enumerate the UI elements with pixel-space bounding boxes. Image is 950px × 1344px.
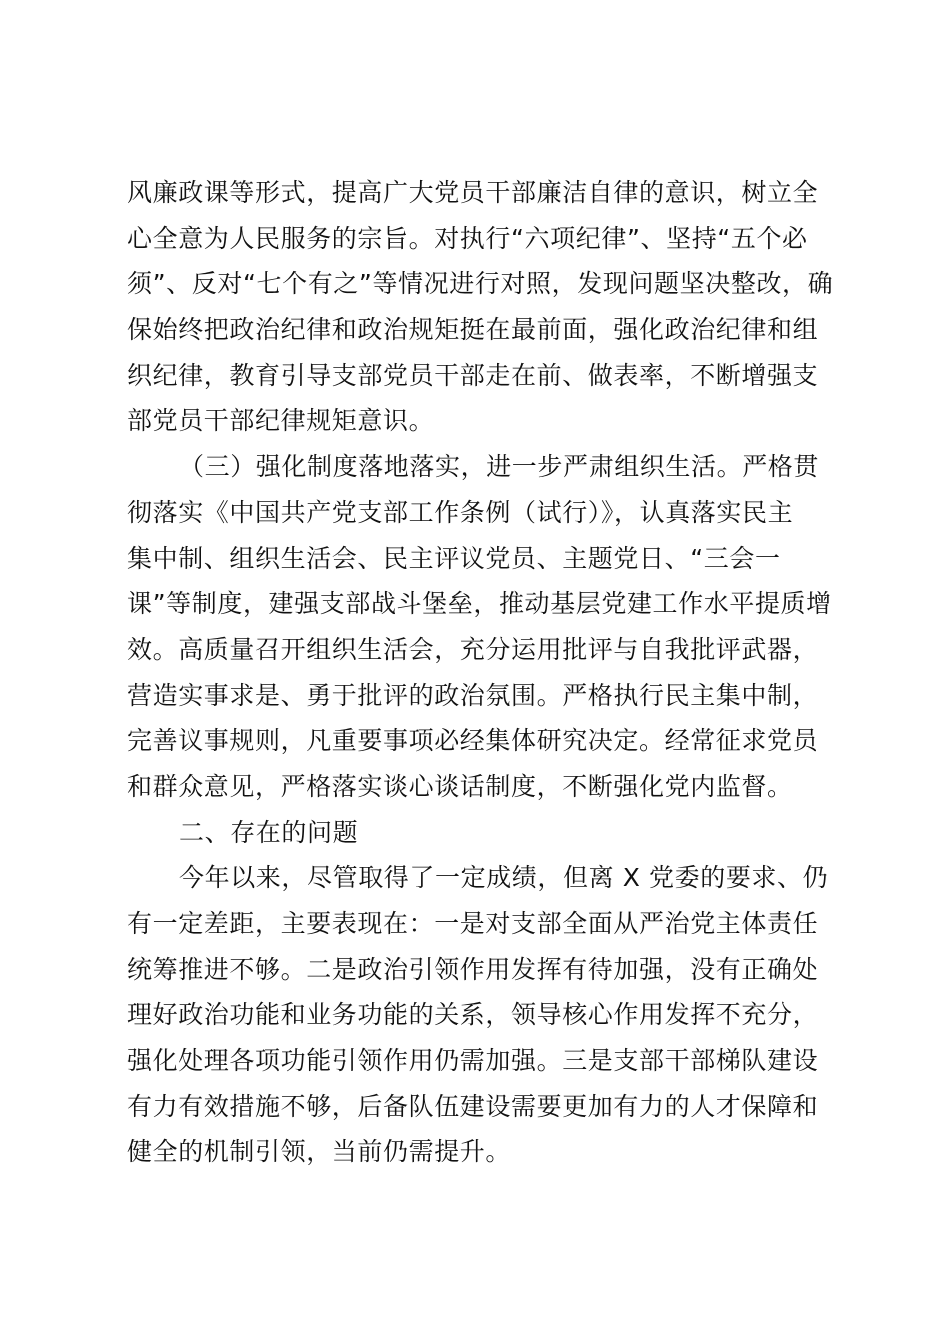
text-line: 和群众意见，严格落实谈心谈话制度，不断强化党内监督。 <box>127 771 793 801</box>
text-line: 课”等制度，建强支部战斗堡垒，推动基层党建工作水平提质增 <box>127 589 832 619</box>
text-line: 理好政治功能和业务功能的关系，领导核心作用发挥不充分， <box>127 1000 819 1030</box>
text-line: 有一定差距，主要表现在：一是对支部全面从严治党主体责任 <box>127 909 819 938</box>
section-heading-line: （三）强化制度落地落实，进一步严肃组织生活。严格贯 <box>179 452 820 482</box>
document-body <box>127 170 834 1175</box>
text-line: 须”、反对“七个有之”等情况进行对照，发现问题坚决整改，确 <box>127 269 834 299</box>
text-line: 统筹推进不够。二是政治引领作用发挥有待加强，没有正确处 <box>127 954 819 984</box>
text-line: 健全的机制引领，当前仍需提升。 <box>127 1137 512 1167</box>
text-line: 有力有效措施不够，后备队伍建设需要更加有力的人才保障和 <box>127 1091 819 1121</box>
text-line: 心全意为人民服务的宗旨。对执行“六项纪律”、坚持“五个必 <box>127 223 808 253</box>
paragraph-start-line: 今年以来，尽管取得了一定成绩，但离 X 党委的要求、仍 <box>179 863 829 893</box>
text-line: 保始终把政治纪律和政治规矩挺在最前面，强化政治纪律和组 <box>127 315 819 345</box>
text-line: 织纪律，教育引导支部党员干部走在前、做表率，不断增强支 <box>127 360 819 390</box>
section-heading: 二、存在的问题 <box>179 817 359 847</box>
text-line: 集中制、组织生活会、民主评议党员、主题党日、“三会一 <box>127 543 781 573</box>
text-line: 部党员干部纪律规矩意识。 <box>127 406 435 436</box>
text-line: 完善议事规则，凡重要事项必经集体研究决定。经常征求党员 <box>127 726 819 756</box>
text-line: 效。高质量召开组织生活会，充分运用批评与自我批评武器， <box>127 634 819 664</box>
text-line: 风廉政课等形式，提高广大党员干部廉洁自律的意识，树立全 <box>127 178 819 207</box>
text-line: 强化处理各项功能引领作用仍需加强。三是支部干部梯队建设 <box>127 1046 819 1076</box>
text-line: 营造实事求是、勇于批评的政治氛围。严格执行民主集中制， <box>127 680 819 710</box>
text-line: 彻落实《中国共产党支部工作条例（试行）》，认真落实民主 <box>127 497 794 527</box>
